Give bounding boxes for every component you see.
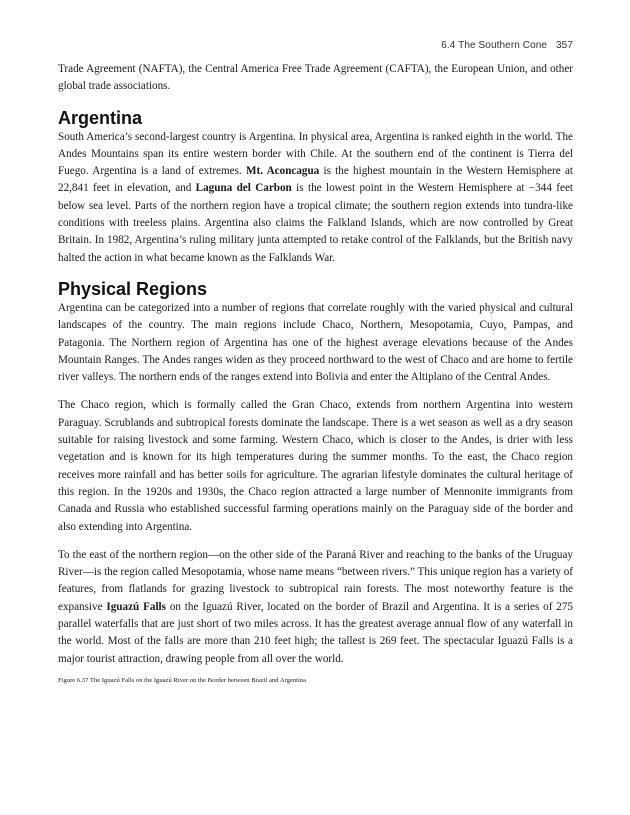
argentina-text-2: is the highest mountain in the Western Hemisphere at 22,841 feet in elevation, and: [58, 165, 573, 195]
heading-argentina: Argentina: [58, 107, 143, 128]
argentina-text-3: is the lowest point in the Western Hemisphere at −344 feet below sea level. Parts of the northern region have a tropical climate; the southern region extends into tundra-like conditions with treeless plains. Argentina also claims the Falkland Islands, which are now controlled by Great Britain. In 1982, Argentina’s ruling military junta attempted to retake control of the Falklands, but the British navy halted the action in what became known as the Falklands War.: [58, 182, 573, 264]
argentina-text-1: South America’s second-largest country is Argentina. In physical area, Argentina is ranked eighth in the world. The Andes Mountains span its entire western border with Chile. At the southern end of the continent is Tierra del Fuego. Argentina is a land of extremes.: [58, 130, 573, 178]
regions-paragraph-1: Argentina can be categorized into a number of regions that correlate roughly with the varied physical and cultural landscapes of the country. The main regions include Chaco, Northern, Mesopotamia, Cuyo, Pampas, and Patagonia. The Northern region of Argentina has one of the highest average elevations because of the Andes Mountain Ranges. The Andes ranges widen as they proceed northward to the west of Chaco and are home to fertile river valleys. The northern ends of the ranges extend into Bolivia and enter the Altiplano of the Central Andes.: [58, 301, 573, 384]
term-laguna-del-carbon: Laguna del Carbon: [195, 182, 292, 195]
figure-caption: Figure 6.37 The Iguazú Falls on the Iguazú River on the Border between Brazil and Argentina: [58, 676, 307, 684]
intro-paragraph: Trade Agreement (NAFTA), the Central America Free Trade Agreement (CAFTA), the European Union, and other global trade associations.: [58, 63, 573, 93]
page-content: [58, 61, 573, 685]
running-header: [441, 40, 573, 51]
argentina-paragraph: [58, 129, 573, 267]
page-number: 357: [556, 40, 573, 51]
mesopotamia-text-2: on the Iguazú River, located on the border of Brazil and Argentina. It is a series of 275 parallel waterfalls that are just short of two miles across. It has the greatest average annual flow of any waterfall in the world. Most of the falls are more than 210 feet high; the tallest is 269 feet. The spectacular Iguazú Falls is a major tourist attraction, drawing people from all over the world.: [58, 600, 573, 665]
term-mt-aconcagua: Mt. Aconcagua: [245, 165, 320, 178]
term-iguazu-falls: Iguazú Falls: [106, 600, 166, 613]
regions-paragraph-chaco: The Chaco region, which is formally called the Gran Chaco, extends from northern Argentina into western Paraguay. Scrublands and subtropical forests dominate the landscape. There is a wet season as well as a dry season suitable for raising livestock and some farming. Western Chaco, which is closer to the Andes, is drier with less vegetation and is known for its high temperatures during the summer months. To the east, the Chaco region receives more rainfall and has better soils for agriculture. The agrarian lifestyle dominates the cultural heritage of this region. In the 1920s and 1930s, the Chaco region attracted a large number of Mennonite immigrants from Canada and Russia who established successful farming operations mainly on the Paraguay side of the border and also extending into Argentina.: [58, 399, 573, 533]
heading-physical-regions: Physical Regions: [58, 278, 208, 299]
mesopotamia-text-1: To the east of the northern region—on the other side of the Paraná River and reaching to the banks of the Uruguay River—is the region called Mesopotamia, whose name means “between rivers.” This unique region has a variety of features, from flatlands for grazing livestock to subtropical rain forests. The most noteworthy feature is the expansive: [58, 548, 573, 613]
header-section-title: 6.4 The Southern Cone: [441, 40, 548, 51]
regions-paragraph-mesopotamia: [58, 547, 573, 668]
